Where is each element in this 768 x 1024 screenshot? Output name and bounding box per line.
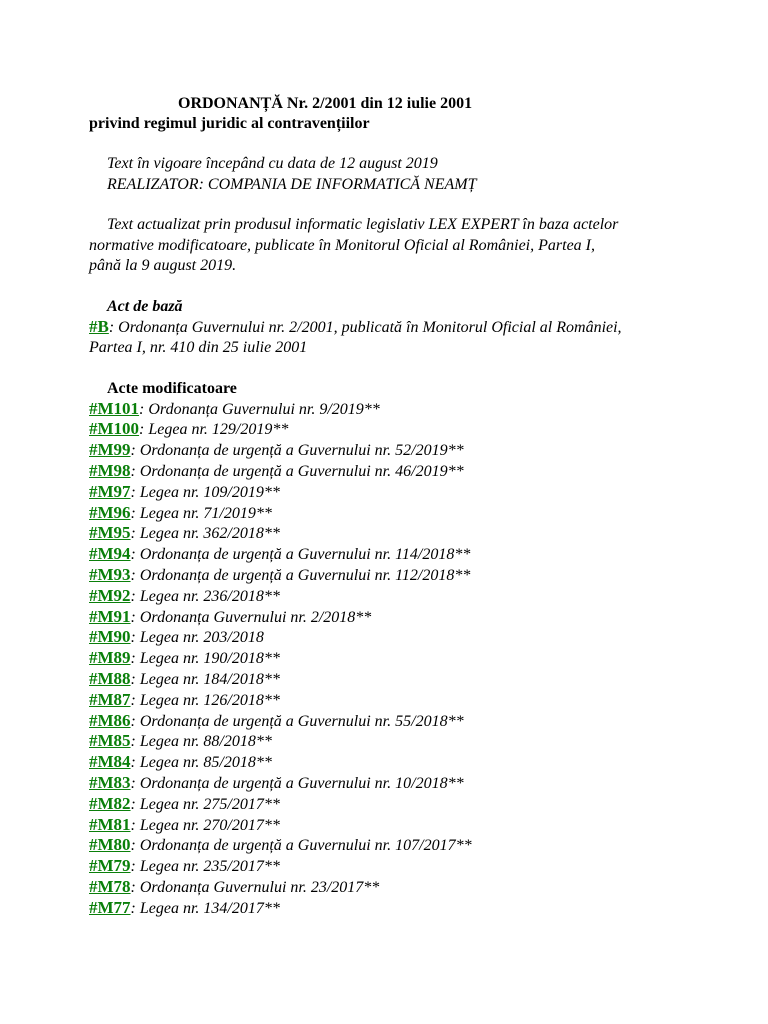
list-item bbox=[89, 544, 689, 565]
amendment-link[interactable]: #M80 bbox=[89, 835, 131, 855]
spacer bbox=[89, 195, 689, 215]
list-item bbox=[89, 419, 689, 440]
amendment-text: : Legea nr. 71/2019** bbox=[130, 504, 272, 522]
list-item bbox=[89, 815, 689, 836]
amendment-link[interactable]: #M97 bbox=[89, 481, 131, 501]
amendment-link[interactable]: #M78 bbox=[89, 876, 131, 896]
amendment-link[interactable]: #M81 bbox=[89, 814, 131, 834]
amendment-link[interactable]: #M89 bbox=[89, 648, 131, 668]
amendment-text: : Legea nr. 236/2018** bbox=[130, 587, 280, 605]
list-item bbox=[89, 877, 689, 898]
amendment-link[interactable]: #M94 bbox=[89, 544, 131, 564]
amendment-text: : Legea nr. 134/2017** bbox=[130, 899, 280, 917]
amendment-link[interactable]: #M96 bbox=[89, 502, 131, 522]
amendment-text: : Legea nr. 88/2018** bbox=[130, 733, 272, 751]
act-baza-text: : Ordonanța Guvernului nr. 2/2001, publicată în Monitorul Oficial al României, bbox=[108, 318, 622, 336]
document-title: ORDONANȚĂ Nr. 2/2001 din 12 iulie 2001 bbox=[178, 95, 473, 112]
amendment-link[interactable]: #M99 bbox=[89, 440, 131, 460]
list-item bbox=[89, 627, 689, 648]
amendment-text: : Ordonanța de urgență a Guvernului nr. 10/2018** bbox=[130, 774, 464, 792]
amendment-text: : Ordonanța de urgență a Guvernului nr. 114/2018** bbox=[130, 546, 471, 564]
amendment-link[interactable]: #M90 bbox=[89, 627, 131, 647]
list-item bbox=[89, 711, 689, 732]
list-item bbox=[89, 690, 689, 711]
list-item bbox=[89, 461, 689, 482]
validity-line: Text în vigoare începând cu data de 12 august 2019 bbox=[107, 155, 438, 172]
amendment-text: : Ordonanța Guvernului nr. 2/2018** bbox=[130, 608, 372, 626]
list-item bbox=[89, 856, 689, 877]
spacer bbox=[89, 359, 689, 379]
act-baza-heading: Act de bază bbox=[107, 297, 183, 315]
update-note-line-3: până la 9 august 2019. bbox=[89, 257, 237, 275]
amendment-link[interactable]: #M95 bbox=[89, 523, 131, 543]
list-item bbox=[89, 565, 689, 586]
amendment-text: : Legea nr. 85/2018** bbox=[130, 754, 272, 772]
list-item bbox=[89, 482, 689, 503]
amendment-link[interactable]: #M79 bbox=[89, 856, 131, 876]
amendment-link[interactable]: #M85 bbox=[89, 731, 131, 751]
amendment-text: : Legea nr. 109/2019** bbox=[130, 483, 280, 501]
amendment-text: : Legea nr. 362/2018** bbox=[130, 525, 280, 543]
amendment-text: : Legea nr. 235/2017** bbox=[130, 858, 280, 876]
amendment-list bbox=[89, 399, 689, 919]
amendment-text: : Legea nr. 126/2018** bbox=[130, 691, 280, 709]
amendment-text: : Ordonanța de urgență a Guvernului nr. 46/2019** bbox=[130, 462, 464, 480]
amendment-link[interactable]: #M91 bbox=[89, 606, 131, 626]
spacer bbox=[89, 134, 689, 154]
amendment-link[interactable]: #M98 bbox=[89, 460, 131, 480]
amendment-text: : Legea nr. 190/2018** bbox=[130, 650, 280, 668]
list-item bbox=[89, 898, 689, 919]
amendment-link[interactable]: #M83 bbox=[89, 772, 131, 792]
spacer bbox=[89, 277, 689, 297]
amendment-text: : Legea nr. 184/2018** bbox=[130, 670, 280, 688]
list-item bbox=[89, 794, 689, 815]
list-item bbox=[89, 835, 689, 856]
amendment-text: : Legea nr. 129/2019** bbox=[139, 421, 289, 439]
amendment-link[interactable]: #M84 bbox=[89, 752, 131, 772]
document-body bbox=[89, 94, 689, 918]
update-note-line-1: Text actualizat prin produsul informatic legislativ LEX EXPERT în baza actelor bbox=[107, 216, 619, 234]
amendment-text: : Ordonanța de urgență a Guvernului nr. 55/2018** bbox=[130, 712, 464, 730]
amendment-text: : Legea nr. 203/2018 bbox=[130, 629, 264, 647]
amendment-link[interactable]: #M101 bbox=[89, 398, 140, 418]
amendment-text: : Ordonanța de urgență a Guvernului nr. 107/2017** bbox=[130, 837, 472, 855]
amendment-link[interactable]: #M86 bbox=[89, 710, 131, 730]
list-item bbox=[89, 648, 689, 669]
act-baza-link[interactable]: #B bbox=[89, 316, 109, 336]
amendment-text: : Ordonanța Guvernului nr. 9/2019** bbox=[139, 400, 380, 418]
amendment-link[interactable]: #M100 bbox=[89, 419, 140, 439]
amendment-link[interactable]: #M88 bbox=[89, 668, 131, 688]
list-item bbox=[89, 503, 689, 524]
list-item bbox=[89, 669, 689, 690]
update-note-line-2: normative modificatoare, publicate în Monitorul Oficial al României, Partea I, bbox=[89, 236, 595, 254]
list-item bbox=[89, 523, 689, 544]
list-item bbox=[89, 586, 689, 607]
document-subtitle: privind regimul juridic al contravențiilor bbox=[89, 115, 370, 132]
list-item bbox=[89, 773, 689, 794]
amendment-link[interactable]: #M87 bbox=[89, 689, 131, 709]
act-baza-line-2: Partea I, nr. 410 din 25 iulie 2001 bbox=[89, 338, 308, 356]
amendment-link[interactable]: #M93 bbox=[89, 564, 131, 584]
list-item bbox=[89, 731, 689, 752]
list-item bbox=[89, 607, 689, 628]
amendment-text: : Legea nr. 270/2017** bbox=[130, 816, 280, 834]
act-baza-line-1 bbox=[89, 317, 689, 338]
list-item bbox=[89, 752, 689, 773]
amendment-link[interactable]: #M82 bbox=[89, 793, 131, 813]
amendment-text: : Ordonanța de urgență a Guvernului nr. 52/2019** bbox=[130, 442, 464, 460]
list-item bbox=[89, 399, 689, 420]
acte-modificatoare-heading: Acte modificatoare bbox=[107, 379, 237, 397]
list-item bbox=[89, 440, 689, 461]
amendment-text: : Legea nr. 275/2017** bbox=[130, 795, 280, 813]
amendment-link[interactable]: #M77 bbox=[89, 897, 131, 917]
amendment-text: : Ordonanța Guvernului nr. 23/2017** bbox=[130, 878, 380, 896]
amendment-text: : Ordonanța de urgență a Guvernului nr. 112/2018** bbox=[130, 566, 471, 584]
amendment-link[interactable]: #M92 bbox=[89, 585, 131, 605]
author-line: REALIZATOR: COMPANIA DE INFORMATICĂ NEAMȚ bbox=[107, 175, 477, 193]
